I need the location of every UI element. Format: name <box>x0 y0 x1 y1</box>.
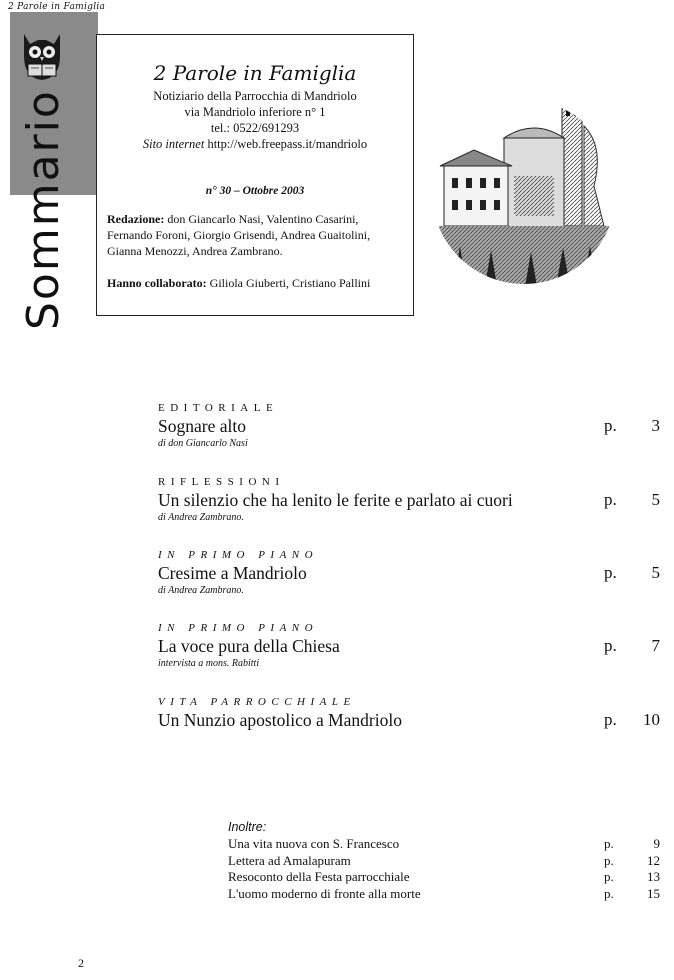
toc-section-label: IN PRIMO PIANO <box>158 549 319 561</box>
running-title: 2 Parole in Famiglia <box>8 2 106 12</box>
sommario-vertical-title: Sommario <box>18 89 69 330</box>
inoltre-label: Inoltre: <box>228 820 267 834</box>
redazione-text: don Giancarlo Nasi, Valentino Casarini, Fernando Foroni, Giorgio Grisendi, Andrea Guaitolini, Gianna Menozzi, Andrea Zambrano. <box>107 212 371 258</box>
toc-entry[interactable]: IN PRIMO PIANO La voce pura della Chiesa intervista a mons. Rabitti p. 7 <box>158 622 668 670</box>
owl-mascot-icon <box>14 26 70 86</box>
toc-article-title: Un silenzio che ha lenito le ferite e parlato ai cuori <box>158 490 513 510</box>
toc-section-label: EDITORIALE <box>158 402 279 414</box>
list-item[interactable]: Una vita nuova con S. Francesco p. 9 <box>228 836 660 851</box>
list-item[interactable]: L'uomo moderno di fronte alla morte p. 15 <box>228 885 660 901</box>
church-illustration <box>434 66 616 306</box>
toc-author: di don Giancarlo Nasi <box>158 438 248 449</box>
toc-article-title: Un Nunzio apostolico a Mandriolo <box>158 710 402 730</box>
masthead-subtitle: Notiziario della Parrocchia di Mandriolo <box>153 89 357 103</box>
collaborato-label: Hanno collaborato: <box>107 276 207 290</box>
collaborato-text: Giliola Giuberti, Cristiano Pallini <box>209 276 371 290</box>
masthead-site <box>97 137 413 152</box>
toc-section-label: IN PRIMO PIANO <box>158 622 319 634</box>
toc-section-label: RIFLESSIONI <box>158 476 285 488</box>
list-item[interactable]: Resoconto della Festa parrocchiale p. 13 <box>228 869 660 884</box>
list-item[interactable]: Lettera ad Amalapuram p. 12 <box>228 852 660 868</box>
site-url[interactable]: http://web.freepass.it/mandriolo <box>207 137 368 151</box>
inoltre-list <box>228 820 668 902</box>
toc-entry[interactable]: RIFLESSIONI Un silenzio che ha lenito le ferite e parlato ai cuori di Andrea Zambrano. p. 5 <box>158 476 668 524</box>
toc-author: intervista a mons. Rabitti <box>158 658 260 669</box>
redazione-label: Redazione: <box>107 212 165 226</box>
redazione-paragraph <box>107 211 405 259</box>
masthead-address: via Mandriolo inferiore n° 1 <box>184 105 326 119</box>
page-number: 2 <box>78 956 84 970</box>
site-label: Sito internet <box>142 137 205 151</box>
collaborato-paragraph <box>107 275 405 291</box>
masthead-title: 2 Parole in Famiglia <box>153 61 357 85</box>
toc-author: di Andrea Zambrano. <box>158 512 244 523</box>
toc-entry[interactable]: EDITORIALE Sognare alto di don Giancarlo Nasi p. 3 <box>158 402 668 450</box>
toc-article-title: Sognare alto <box>158 416 246 436</box>
toc-entry[interactable]: IN PRIMO PIANO Cresime a Mandriolo di Andrea Zambrano. p. 5 <box>158 549 668 597</box>
toc-article-title: La voce pura della Chiesa <box>158 636 340 656</box>
masthead-phone: tel.: 0522/691293 <box>210 121 300 135</box>
toc-author: di Andrea Zambrano. <box>158 585 244 596</box>
toc-author <box>158 732 668 744</box>
issue-line: n° 30 – Ottobre 2003 <box>205 185 305 197</box>
toc-article-title: Cresime a Mandriolo <box>158 563 307 583</box>
toc-section-label: VITA PARROCCHIALE <box>158 696 356 708</box>
toc-entry[interactable]: VITA PARROCCHIALE Un Nunzio apostolico a Mandriolo p. 10 <box>158 696 668 744</box>
masthead-box <box>96 34 414 316</box>
